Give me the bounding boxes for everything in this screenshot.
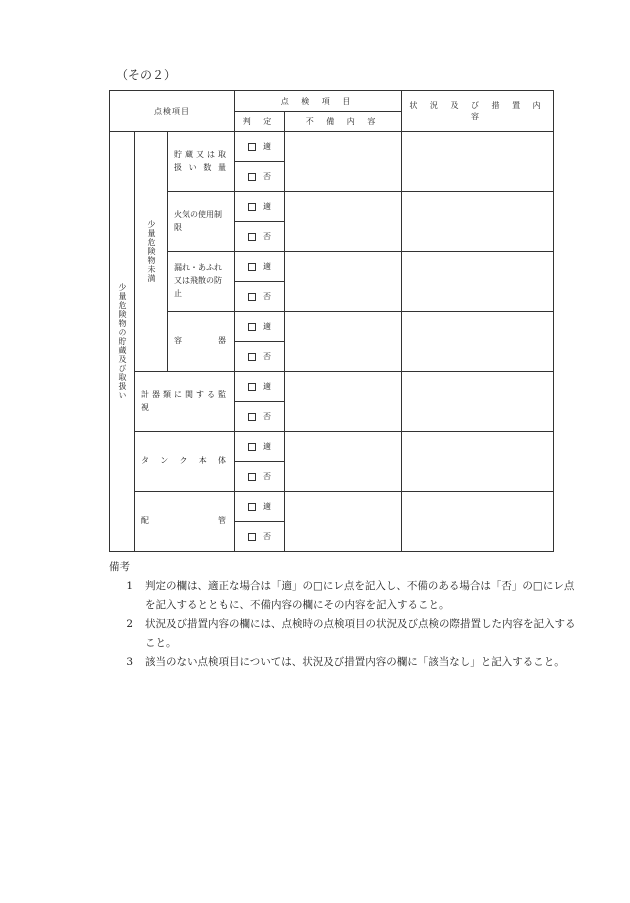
category-label: 少量危険物の貯蔵及び取扱い [118, 283, 127, 400]
remark-item: 1 判定の欄は、適正な場合は「適」の□にレ点を記入し、不備のある場合は「否」の□にレ点を記入するとともに、不備内容の欄にその内容を記入すること。 [126, 580, 575, 611]
header-status-and-measures: 状 況 及 び 措 置 内 容 [402, 91, 554, 132]
checkbox-icon[interactable] [248, 443, 256, 451]
judgment-ng-option[interactable]: 否 [235, 162, 285, 192]
judgment-ng-option[interactable]: 否 [235, 222, 285, 252]
status-measures-cell[interactable] [402, 132, 554, 192]
item-instrument-monitoring: 計器類に関する監視 [135, 372, 235, 432]
header-inspection-items-group: 点 検 項 目 [235, 91, 402, 112]
remark-item: 2 状況及び措置内容の欄には、点検時の点検項目の状況及び点検の際措置した内容を記入すること。 [126, 618, 576, 649]
defect-contents-cell[interactable] [285, 372, 402, 432]
item-piping: 配 管 [135, 492, 235, 552]
item-storage-quantity: 貯蔵又は取扱い数量 [168, 132, 235, 192]
judgment-ok-option[interactable]: 適 [235, 192, 285, 222]
judgment-ok-option[interactable]: 適 [235, 492, 285, 522]
checkbox-icon[interactable] [248, 473, 256, 481]
defect-contents-cell[interactable] [285, 312, 402, 372]
header-defect-contents: 不 備 内 容 [285, 112, 402, 132]
defect-contents-cell[interactable] [285, 492, 402, 552]
checkbox-icon[interactable] [248, 173, 256, 181]
checkbox-icon[interactable] [248, 233, 256, 241]
judgment-ng-option[interactable]: 否 [235, 522, 285, 552]
checkbox-icon[interactable] [248, 293, 256, 301]
defect-contents-cell[interactable] [285, 192, 402, 252]
judgment-ok-option[interactable]: 適 [235, 312, 285, 342]
judgment-ng-option[interactable]: 否 [235, 462, 285, 492]
remarks-section [109, 558, 579, 672]
checkbox-icon[interactable] [248, 353, 256, 361]
header-judgment: 判 定 [235, 112, 285, 132]
checkbox-icon[interactable] [248, 203, 256, 211]
item-container: 容 器 [168, 312, 235, 372]
header-inspection-item: 点検項目 [110, 91, 235, 132]
defect-contents-cell[interactable] [285, 132, 402, 192]
judgment-ng-option[interactable]: 否 [235, 282, 285, 312]
status-measures-cell[interactable] [402, 252, 554, 312]
status-measures-cell[interactable] [402, 492, 554, 552]
judgment-ok-option[interactable]: 適 [235, 252, 285, 282]
judgment-ok-option[interactable]: 適 [235, 432, 285, 462]
item-tank-body: タ ン ク 本 体 [135, 432, 235, 492]
remark-item: 3 該当のない点検項目については、状況及び措置内容の欄に「該当なし」と記入すること。 [126, 656, 565, 668]
defect-contents-cell[interactable] [285, 432, 402, 492]
checkbox-icon[interactable] [248, 143, 256, 151]
status-measures-cell[interactable] [402, 432, 554, 492]
item-leak-overflow-prevention: 漏れ・あふれ又は飛散の防止 [168, 252, 235, 312]
judgment-ok-option[interactable]: 適 [235, 132, 285, 162]
status-measures-cell[interactable] [402, 312, 554, 372]
remarks-title: 備考 [109, 561, 130, 573]
judgment-ng-option[interactable]: 否 [235, 342, 285, 372]
category-cell [110, 132, 135, 552]
judgment-ng-option[interactable]: 否 [235, 402, 285, 432]
status-measures-cell[interactable] [402, 372, 554, 432]
checkbox-icon[interactable] [248, 503, 256, 511]
subcategory-label: 少量危険物未満 [147, 220, 156, 283]
subcategory-cell [135, 132, 168, 372]
checkbox-icon[interactable] [248, 263, 256, 271]
checkbox-icon[interactable] [248, 323, 256, 331]
defect-contents-cell[interactable] [285, 252, 402, 312]
status-measures-cell[interactable] [402, 192, 554, 252]
inspection-table [109, 90, 554, 552]
checkbox-icon[interactable] [248, 383, 256, 391]
item-fire-use-restriction: 火気の使用制限 [168, 192, 235, 252]
form-subtitle: （その２） [116, 68, 177, 82]
checkbox-icon[interactable] [248, 533, 256, 541]
checkbox-icon[interactable] [248, 413, 256, 421]
judgment-ok-option[interactable]: 適 [235, 372, 285, 402]
